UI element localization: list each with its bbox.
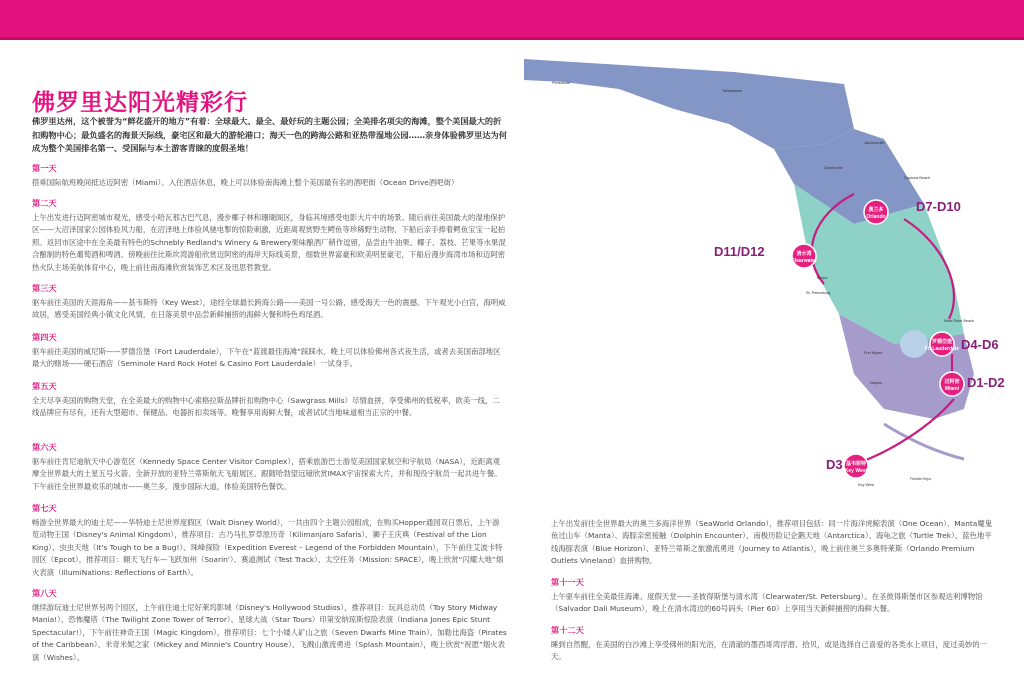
florida-map <box>524 54 1024 514</box>
city-fort-myers: Fort Myers <box>864 351 883 355</box>
day-description: 全天尽享美国的购物天堂，在全美最大的购物中心索格拉斯品牌折扣购物中心（Sawgrass Mills）尽情血拼，享受佛州的低税率，欧美一线，二线品牌应有尽有，还有大型超市、保健品、电器折扣卖场等。晚餐享用海鲜大餐，或者试试当地味道相当正宗的中餐。 <box>32 396 500 418</box>
day-7-section <box>32 503 507 579</box>
day-heading: 第六天 <box>32 442 57 452</box>
day-description: 驱车前往美国的威尼斯——罗德岱堡（Fort Lauderdale），下午在“蓝渡最佳海滩”踩踩水，晚上可以体验佛州各式夜生活，或者去美国南部地区最大的赌场——硬石酒店（Seminole Hard Rock Hotel & Casino Fort Lauderdale）一试身手。 <box>32 347 501 369</box>
day-3-section <box>32 283 507 322</box>
city-daytona-beach: Daytona Beach <box>904 176 930 180</box>
day-heading: 第十二天 <box>551 625 584 635</box>
day-4-section <box>32 332 507 371</box>
city-pensacola: Pensacola <box>552 81 570 85</box>
day-description: 搭乘国际航班晚间抵达迈阿密（Miami）。入住酒店休息，晚上可以体验南海滩上整个美国最有名的酒吧街（Ocean Drive酒吧街） <box>32 178 459 187</box>
day-8-section <box>32 588 507 664</box>
label-d4-d6: D4-D6 <box>961 337 999 352</box>
day-heading: 第三天 <box>32 283 57 293</box>
day-1-section <box>32 163 507 189</box>
label-d3: D3 <box>826 457 843 472</box>
day-description: 上午出发进行迈阿密城市观光，感受小哈瓦那古巴气息，漫步椰子林和珊瑚阁区，身临其境感受电影大片中的场景。随后前往美国最大的湿地保护区——大沼泽国家公园体验风力船，在沼泽地上体验风驰电掣的惊险刺激，近距离观赏野生鳄鱼等珍稀野生动物，下船后亲手捧着鳄鱼宝宝一起拍照。返回市区途中在全美最有特色的Schnebly Redland's Winery & Brewery果味酿酒厂稍作逗留，品尝由牛油果、椰子、荔枝、芒果等水果混合酿制的特色葡萄酒和啤酒。傍晚前往比斯坎湾游船欣赏迈阿密的海岸天际线美景，细数世界富豪和欧美明星豪宅，下船后漫步海湾市场和迈阿密热火队主场美航体育中心，晚上前往南海滩欣赏装饰艺术区及迅思哲教堂。 <box>32 213 506 272</box>
top-banner <box>0 0 1024 40</box>
city-key-west: Key West <box>858 483 875 487</box>
day-heading: 第二天 <box>32 198 57 208</box>
day-heading: 第五天 <box>32 381 57 391</box>
day-description: 驱车前往美国的天涯海角——基韦斯特（Key West），途经全球最长跨海公路——美国一号公路，感受海天一色的震撼。下午观光小白宫，海明威故居，感受美国经典小镇文化风情，在日落美景中品尝新鲜捕捞的海鲜大餐和特色鸡尾酒。 <box>32 298 506 320</box>
svg-text:奥兰多: 奥兰多 <box>868 207 884 213</box>
svg-text:Key West: Key West <box>844 468 868 474</box>
city-gainesville: Gainesville <box>824 166 843 170</box>
page-title: 佛罗里达阳光精彩行 <box>32 90 248 116</box>
svg-text:Orlando: Orlando <box>866 214 886 220</box>
day-description: 上午驱车前往全美最佳海滩、度假天堂——圣彼得斯堡与清水湾（Clearwater/St. Petersburg）。在圣彼得斯堡市区参观达利博物馆（Salvador Dali Museum），晚上在清水湾边的60号码头（Pier 60）上享用当天新鲜捕捞的海鲜大餐。 <box>551 592 983 614</box>
day-12-section <box>551 625 997 664</box>
day-heading: 第十一天 <box>551 577 584 587</box>
city-st-petersburg: St. Petersburg <box>806 291 831 295</box>
pin-orlando[interactable] <box>864 200 888 224</box>
florida-keys-label: Florida Keys <box>910 477 932 481</box>
svg-text:Ft. Lauderdale: Ft. Lauderdale <box>924 346 960 352</box>
day-description: 上午出发前往全世界最大的奥兰多海洋世界（SeaWorld Orlando），推荐项目包括：同一片海洋虎鲸表演（One Ocean）、Manta魔鬼鱼过山车（Manta）、海豚亲密接触（Dolphin Encounter）、南极历险记企鹅天地（Antarctica）、海龟之旅（Turtle Trek）、蓝色地平线海豚表演（Blue Horizon）、亚特兰蒂斯之旅激流勇进（Journey to Atlantis），晚上前往奥兰多奥特莱斯（Orlando Premium Outlets Vineland）血拼购物。 <box>551 519 993 566</box>
pin-clearwater[interactable] <box>791 244 817 268</box>
svg-text:迈阿密: 迈阿密 <box>944 379 960 385</box>
day-description: 继续游玩迪士尼世界另两个园区，上午前往迪士尼好莱坞影城（Disney's Hollywood Studios），推荐项目：玩具总动员（Toy Story Midway Mania!）、恐怖魔塔（The Twilight Zone Tower of Terror）、星球大战（Star Tours）印第安纳琼斯惊险表演（Indiana Jones Epic Stunt Spectacular!），下午前往神奇王国（Magic Kingdom），推荐项目：七个小矮人矿山之旅（Seven Dwarfs Mine Train）、加勒比海盗（Pirates of the Caribbean）、米奇米妮之家（Mickey and Minnie's Country House）、飞溅山激流勇进（Splash Mountain），晚上欣赏“祝愿”烟火表演（Wishes）。 <box>32 603 507 662</box>
pin-key-west[interactable] <box>844 454 868 478</box>
city-jacksonville: Jacksonville <box>864 141 885 145</box>
day-11-section <box>551 577 997 616</box>
day-5-section <box>32 381 507 420</box>
day-heading: 第四天 <box>32 332 57 342</box>
city-naples: Naples <box>870 381 882 385</box>
day-heading: 第八天 <box>32 588 57 598</box>
svg-text:罗德岱堡: 罗德岱堡 <box>931 339 953 345</box>
svg-text:Miami: Miami <box>944 386 960 392</box>
day-2-section <box>32 198 507 274</box>
intro-paragraph: 佛罗里达州，这个被誉为“鲜花盛开的地方”有着：全球最大、最全、最好玩的主题公园；全美排名项尖的海滩，整个美国最大的折扣购物中心；最负盛名的海景天际线，豪宅区和最大的游轮港口；海天一色的跨海公路和亚热带湿地公园……亲身体验佛罗里达为何成为整个美国排名第一、受国际与本土游客青睐的度假圣地！ <box>32 116 507 153</box>
label-d7-d10: D7-D10 <box>916 199 961 214</box>
pin-miami[interactable] <box>940 372 964 396</box>
day-heading: 第一天 <box>32 163 57 173</box>
lake-okeechobee <box>900 330 928 358</box>
day-6-section <box>32 442 507 493</box>
day-description: 睡到自然醒，在美国的白沙滩上享受佛州的阳光浴，在清澈的墨西哥湾浮潜、拾贝，或是选择自己喜爱的各类水上项目，度过美妙的一天。 <box>551 640 988 662</box>
svg-text:Clearwater: Clearwater <box>791 258 817 264</box>
label-d11-d12: D11/D12 <box>714 244 765 259</box>
city-west-palm-beach: West Palm Beach <box>944 319 975 323</box>
svg-text:基韦斯特: 基韦斯特 <box>845 461 867 467</box>
day-heading: 第七天 <box>32 503 57 513</box>
label-d1-d2: D1-D2 <box>967 375 1005 390</box>
svg-text:清水湾: 清水湾 <box>796 251 812 257</box>
day-description: 畅游全世界最大的迪士尼——华特迪士尼世界度假区（Walt Disney World），一共由四个主题公园组成，在购买Hopper通园双日票后，上午游览动物王国（Disney's Animal Kingdom），推荐项目：古乃马扎罗草原历奇（Kilimanjaro Safaris）、狮子王庆典（Festival of the Lion King）、虫虫天地（It's Tough to be a Bug!）、珠峰探险（Expedition Everest – Legend of the Forbidden Mountain），下午前往艾波卡特园区（Epcot），推荐项目：翱天飞行车—飞跃加州（Soarin'）、赛道测试（Test Track）、太空任务（Mission: SPACE），晚上欣赏“闪耀大地”烟火表演（IllumiNations: Reflections of Earth）。 <box>32 518 504 577</box>
city-tampa: Tampa <box>816 276 828 280</box>
day-description: 驱车前往肯尼迪航天中心游览区（Kennedy Space Center Visitor Complex），搭乘旅游巴士游览美国国家航空和宇航局（NASA），近距离观摩全世界最大的土星五号火箭、全新开放的亚特兰蒂斯航天飞船展区。跟随哈勃望远镜欣赏IMAX宇宙探索大片，并和现役宇航员一起共进午餐。下午前往全世界最欢乐的城市——奥兰多，漫步国际大道，体验美国特色餐饮。 <box>32 457 502 491</box>
city-tallahassee: Tallahassee <box>722 89 743 93</box>
